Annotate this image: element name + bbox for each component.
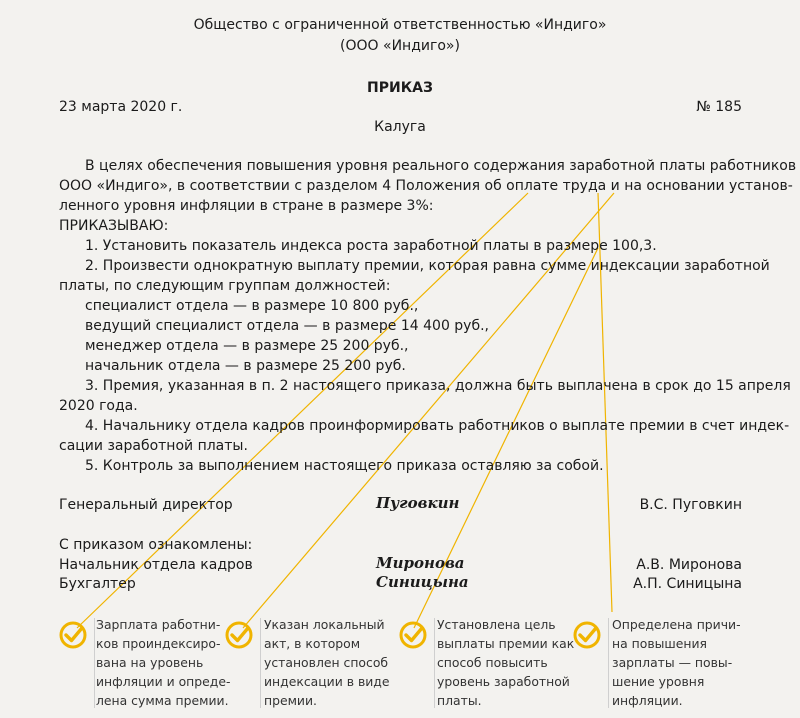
accountant-title: Бухгалтер	[59, 576, 136, 592]
note-2	[264, 615, 390, 710]
check-circle-icon	[224, 620, 254, 650]
preamble-line-2: ООО «Индиго», в соответствии с разделом 4 Положения об оплате труда и на основании установ-	[59, 178, 793, 194]
check-circle-icon	[58, 620, 88, 650]
group-2: ведущий специалист отдела — в размере 14 400 руб.,	[85, 318, 490, 334]
hr-signature: Миронова	[376, 554, 465, 572]
note-2-line: индексации в виде	[264, 674, 390, 689]
accountant-signature: Синицына	[376, 573, 469, 591]
note-3-line: выплаты премии как	[437, 636, 575, 651]
preamble-line-1: В целях обеспечения повышения уровня реального содержания заработной платы работников	[85, 158, 797, 174]
note-4-line: инфляции.	[612, 693, 683, 708]
check-circle-icon	[572, 620, 602, 650]
note-2-line: установлен способ	[264, 655, 389, 670]
item-1: 1. Установить показатель индекса роста заработной платы в размере 100,3.	[85, 238, 657, 254]
note-4-line: зарплаты — повы-	[612, 655, 733, 670]
org-short-name: (ООО «Индиго»)	[340, 38, 460, 54]
note-4-line: на повышения	[612, 636, 707, 651]
check-circle-icon	[398, 620, 428, 650]
item-4-line-1: 4. Начальнику отдела кадров проинформировать работников о выплате премии в счет индек-	[85, 418, 790, 434]
note-1	[96, 615, 230, 710]
note-2-line: Указан локальный	[264, 617, 385, 632]
note-2-line: премии.	[264, 693, 317, 708]
item-4-line-2: сации заработной платы.	[59, 438, 248, 454]
note-3-line: Установлена цель	[437, 617, 556, 632]
item-2-line-2: платы, по следующим группам должностей:	[59, 278, 391, 294]
order-title: ПРИКАЗ	[367, 80, 433, 96]
note-3-line: уровень заработной	[437, 674, 570, 689]
order-date: 23 марта 2020 г.	[59, 99, 183, 115]
note-3-line: способ повысить	[437, 655, 548, 670]
accountant-name: А.П. Синицына	[633, 576, 742, 592]
order-city: Калуга	[374, 119, 426, 135]
order-word: ПРИКАЗЫВАЮ:	[59, 218, 169, 234]
note-divider	[94, 618, 95, 708]
director-name: В.С. Пуговкин	[639, 497, 742, 513]
note-4-line: Определена причи-	[612, 617, 741, 632]
group-3: менеджер отдела — в размере 25 200 руб.,	[85, 338, 409, 354]
note-1-line: вана на уровень	[96, 655, 204, 670]
note-4	[612, 615, 741, 710]
item-3-line-2: 2020 года.	[59, 398, 138, 414]
note-1-line: ков проиндексиро-	[96, 636, 221, 651]
note-4-line: шение уровня	[612, 674, 705, 689]
note-divider	[434, 618, 435, 708]
note-3-line: платы.	[437, 693, 482, 708]
org-full-name: Общество с ограниченной ответственностью «Индиго»	[193, 17, 607, 33]
acquainted-label: С приказом ознакомлены:	[59, 537, 253, 553]
hr-name: А.В. Миронова	[636, 557, 742, 573]
note-3	[437, 615, 574, 710]
director-signature: Пуговкин	[376, 494, 460, 512]
group-1: специалист отдела — в размере 10 800 руб.,	[85, 298, 419, 314]
item-5: 5. Контроль за выполнением настоящего приказа оставляю за собой.	[85, 458, 604, 474]
note-1-line: Зарплата работни-	[96, 617, 221, 632]
note-divider	[260, 618, 261, 708]
order-number: № 185	[696, 99, 742, 115]
item-2-line-1: 2. Произвести однократную выплату премии, которая равна сумме индексации заработной	[85, 258, 770, 274]
item-3-line-1: 3. Премия, указанная в п. 2 настоящего приказа, должна быть выплачена в срок до 15 апреля	[85, 378, 791, 394]
hr-title: Начальник отдела кадров	[59, 557, 253, 573]
note-1-line: лена сумма премии.	[96, 693, 229, 708]
note-2-line: акт, в котором	[264, 636, 361, 651]
group-4: начальник отдела — в размере 25 200 руб.	[85, 358, 406, 374]
preamble-line-3: ленного уровня инфляции в стране в размере 3%:	[59, 198, 434, 214]
note-divider	[608, 618, 609, 708]
note-1-line: инфляции и опреде-	[96, 674, 231, 689]
director-title: Генеральный директор	[59, 497, 233, 513]
